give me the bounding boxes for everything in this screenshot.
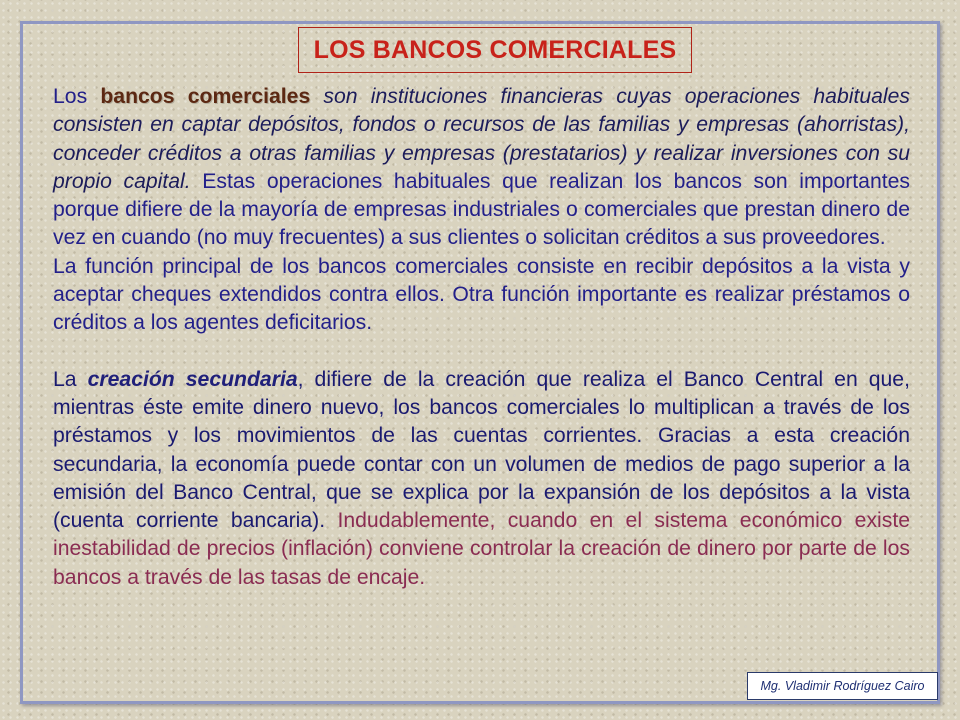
keyword-creacion-secundaria: creación secundaria <box>87 367 298 391</box>
paragraph3-body: , difiere de la creación que realiza el Banco Central en que, mientras éste emite dinero nuevo, los bancos comerciales lo multiplican a través de los préstamos y los movimientos de las cuentas corrientes. Gracias a esta creación secundaria, la economía puede contar con un volumen de medios de pago superior a la emisión del Banco Central, que se explica por la expansión de los depósitos a la vista (cuenta corriente bancaria). <box>53 367 910 533</box>
title-box <box>298 27 692 73</box>
paragraph-spacer <box>53 338 910 366</box>
paragraph-secondary-creation <box>53 366 910 592</box>
paragraph-definition <box>53 83 910 253</box>
author-credit: Mg. Vladimir Rodríguez Cairo <box>747 672 938 700</box>
keyword-bancos-comerciales: bancos comerciales <box>100 85 311 108</box>
definition-text: son instituciones financieras cuyas operaciones habituales consisten en captar depósitos, fondos o recursos de las familias y empresas (ahorristas), conceder créditos a otras familias y empresas (prestatarios) y realizar inversiones con su propio capital. <box>53 85 910 193</box>
paragraph1-rest: Estas operaciones habituales que realizan los bancos son importantes porque difiere de la mayoría de empresas industriales o comerciales que prestan dinero de vez en cuando (no muy frecuentes) a sus clientes o solicitan créditos a sus proveedores. <box>53 169 911 250</box>
paragraph3-lead: La <box>53 367 88 391</box>
slide-content <box>53 83 910 592</box>
page-title: LOS BANCOS COMERCIALES <box>313 35 677 64</box>
paragraph-function: La función principal de los bancos comerciales consiste en recibir depósitos a la vista y aceptar cheques extendidos contra ellos. Otra función importante es realizar préstamos o créditos a los agentes deficitarios. <box>53 254 910 335</box>
paragraph1-lead: Los <box>53 85 101 108</box>
paragraph3-highlight: Indudablemente, cuando en el sistema económico existe inestabilidad de precios (inflación) conviene controlar la creación de dinero por parte de los bancos a través de las tasas de encaje. <box>53 509 911 589</box>
